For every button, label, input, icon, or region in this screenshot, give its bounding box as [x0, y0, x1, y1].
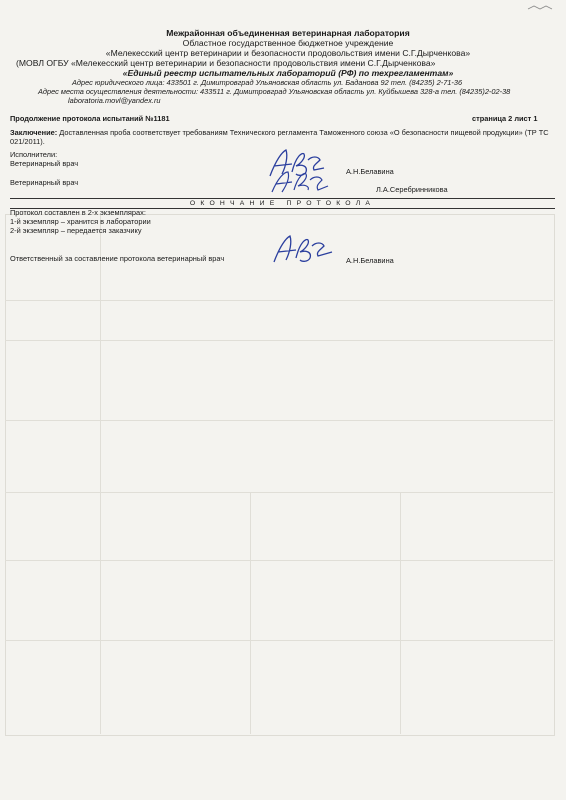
conclusion-text: Доставленная проба соответствует требованиям Технического регламента Таможенного союза «О безопасности пищевой продукции» (ТР ТС 021/2011). — [10, 128, 549, 146]
responsible-name: А.Н.Белавина — [346, 256, 394, 265]
bleed-line — [5, 640, 553, 641]
header-line-1: Межрайонная объединенная ветеринарная лаборатория — [166, 28, 410, 38]
bleed-line — [250, 492, 251, 734]
copies-line-3: 2-й экземпляр – передается заказчику — [10, 226, 142, 235]
bleed-line — [5, 420, 553, 421]
page-info: страница 2 лист 1 — [472, 114, 538, 123]
executor-role-2: Ветеринарный врач — [10, 178, 79, 187]
copies-line-2: 1-й экземпляр – хранится в лаборатории — [10, 217, 151, 226]
bleed-line — [5, 492, 553, 493]
corner-mark — [526, 0, 556, 10]
protocol-continuation: Продолжение протокола испытаний №1181 — [10, 114, 170, 123]
header-line-2: Областное государственное бюджетное учреждение — [182, 38, 394, 48]
copies-line-1: Протокол составлен в 2-х экземплярах: — [10, 208, 146, 217]
signature-2 — [266, 168, 332, 196]
conclusion — [10, 128, 555, 146]
bleed-through-table — [5, 214, 555, 736]
activity-address: Адрес места осуществления деятельности: 433511 г. Димитровград Ульяновская область ул. Куйбышева 328-а тел. (84235)2-02-38 — [38, 87, 511, 96]
header-line-4: (МОВЛ ОГБУ «Мелекесский центр ветеринарии и безопасности продовольствия имени С.Г.Дырченкова» — [16, 58, 436, 68]
executors-title: Исполнители: — [10, 150, 58, 159]
bleed-line — [5, 300, 553, 301]
lab-header — [10, 28, 566, 105]
signature-3 — [266, 232, 336, 266]
executor-name-2: Л.А.Серебринникова — [376, 185, 448, 194]
bleed-line — [100, 214, 101, 734]
responsible-label: Ответственный за составление протокола ветеринарный врач — [10, 254, 225, 263]
header-line-3: «Мелекесский центр ветеринарии и безопасности продовольствия имени С.Г.Дырченкова» — [105, 48, 471, 58]
executor-name-1: А.Н.Белавина — [346, 167, 394, 176]
bleed-line — [400, 492, 401, 734]
bleed-line — [5, 340, 553, 341]
end-of-protocol-marker: ОКОНЧАНИЕ ПРОТОКОЛА — [10, 198, 555, 209]
executor-role-1: Ветеринарный врач — [10, 159, 79, 168]
bleed-line — [5, 560, 553, 561]
copies-note — [10, 208, 151, 235]
header-line-5: «Единый реестр испытательных лабораторий (РФ) по техрегламентам» — [122, 68, 454, 78]
legal-address: Адрес юридического лица: 433501 г. Димитровград Ульяновская область ул. Баданова 92 тел. (84235) 2-71-36 — [72, 78, 463, 87]
email: laboratoria.movl@yandex.ru — [68, 96, 161, 105]
conclusion-label: Заключение: — [10, 128, 58, 137]
